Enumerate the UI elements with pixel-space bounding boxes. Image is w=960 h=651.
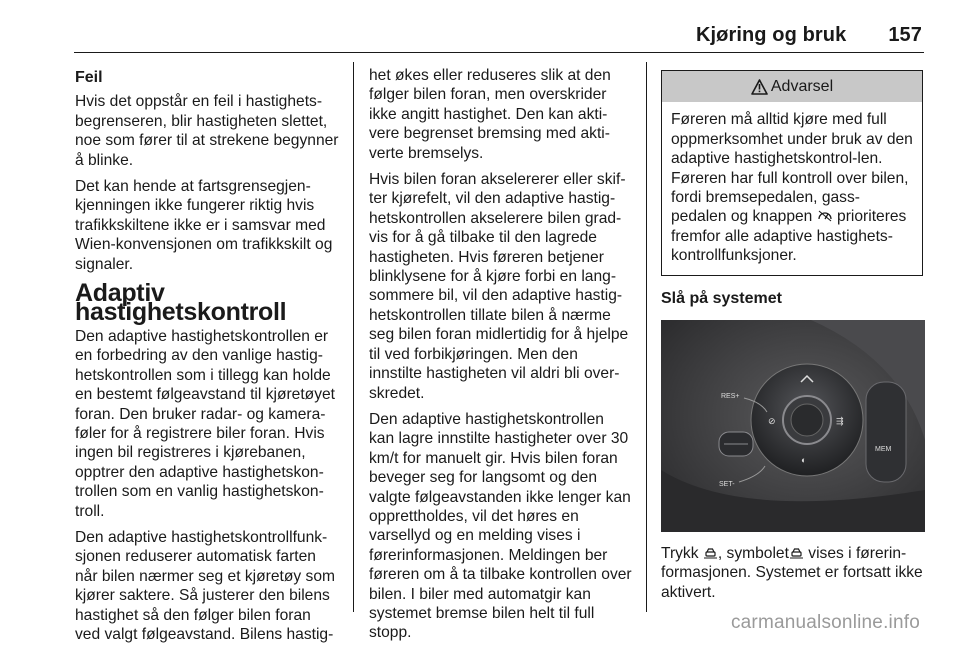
footer-watermark: carmanualsonline.info [730,612,920,633]
page-header [696,24,922,47]
column-2 [369,66,633,650]
column-3 [661,66,923,609]
warning-text: Føreren må alltid kjøre med full oppmerksomhet under bruk av den adaptive hastighetskontrol-len. Føreren har full kontroll over bilen, fordi bremsepedalen, gass-pedalen og knappen prioriteres fremfor alle adaptive hastighets-kontrollfunksjoner. [671,111,913,265]
heading-feil: Feil [75,69,103,86]
set-minus-label: SET- [719,481,735,489]
warning-triangle-icon [751,79,768,95]
column-1 [75,62,340,651]
warning-title: Advarsel [770,78,834,95]
page-number: 157 [888,24,922,46]
svg-text:⊘: ⊘ [768,416,776,427]
paragraph: Hvis bilen foran akselererer eller skif-ter kjørefelt, vil den adaptive hastig-hetskontrollen akselerere bilen grad-vis for å gå tilbake til den lagrede hastigheten. Hvis føreren betjener blinklysene for å kjøre forbi en lang-sommere bil, vil den adaptive hastig-hetskontrollen tillate bilen å nærme seg bilen foran midlertidig for å hjelpe til ved forbikjøringen. Men den innstilte hastigheten vil aldri bli over-skredet. [369,171,629,402]
svg-text:◐: ◐ [801,455,807,466]
section-title: Kjøring og bruk [695,24,847,46]
paragraph: Trykk , symbolet vises i førerin-formasjonen. Systemet er fortsatt ikke aktivert. [661,545,923,601]
paragraph: het økes eller reduseres slik at den følger bilen foran, men overskrider ikke angitt hastighet. Den kan akti-vere begrenset bremsing med akti-verte bremselys. [369,67,611,162]
heading-switch-on: Slå på systemet [661,289,782,307]
speed-cancel-icon [817,209,833,222]
paragraph: Den adaptive hastighetskontrollfunk-sjonen reduserer automatisk farten når bilen nærmer seg et kjøretøy som kjører saktere. Så justerer den bilens hastighet så den følger bilen foran ved valgt følgeavstand. Bilens hastig- [75,528,335,643]
adaptive-cruise-icon [703,547,718,559]
paragraph: Den adaptive hastighetskontrollen er en forbedring av den vanlige hastig-hetskontrollen som i tillegg kan holde en bestemt følgeavstand til kjøretøyet foran. Den bruker radar- og kamera-føler for å registrere biler foran. Hvis ingen bil registreres i kjørebanen, opptrer den adaptive hastighetskon-trollen som en vanlig hastighetskon-troll. [75,327,335,520]
paragraph: Den adaptive hastighetskontrollen kan lagre innstilte hastigheter over 30 km/t for manuelt gir. Hvis bilen foran beveger seg for langsomt og den valgte følgeavstanden ikke lenger kan opprettholdes, vil det høres en varsellyd og en melding vises i førerinformasjonen. Meldingen ber føreren om å ta tilbake kontrollen over bilen. I biler med automatgir kan systemet bremse bilen helt til full stopp. [369,410,632,642]
paragraph: Hvis det oppstår en feil i hastighets-begrenseren, blir hastigheten slettet, noe som fører til at strekene begynner å blinke. [75,93,339,169]
warning-box [661,70,923,276]
column-divider-2 [646,62,647,612]
steering-wheel-controls-image [661,320,925,532]
heading-adaptive-cruise: Adaptiv hastighetskontroll [75,279,287,327]
mem-label: MEM [875,446,892,454]
svg-text:⇶: ⇶ [836,416,844,427]
res-plus-label: RES+ [721,393,740,401]
adaptive-cruise-icon [789,547,804,559]
header-divider [74,52,924,53]
paragraph: Det kan hende at fartsgrensegjen-kjenningen ikke fungerer riktig hvis trafikkskiltene ikke er i samsvar med Wien-konvensjonen om trafikkskilt og signaler. [75,178,333,273]
warning-header [662,71,922,102]
column-divider-1 [353,62,354,612]
